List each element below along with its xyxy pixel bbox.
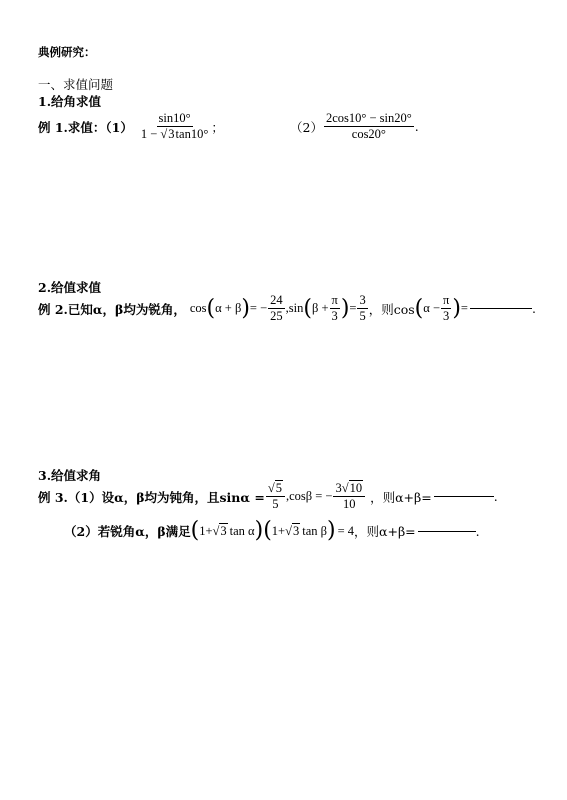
- paren-close: ): [452, 295, 461, 321]
- fraction-denominator: 5: [359, 309, 366, 324]
- fraction-24-25: [268, 294, 285, 323]
- fraction-numerator: 24: [268, 294, 285, 309]
- paren-close: ): [241, 295, 250, 321]
- one-plus: 1+: [199, 523, 213, 538]
- paren-open: (: [414, 295, 424, 321]
- example-1-numerator: sin10°: [157, 112, 193, 127]
- example-2: [38, 294, 536, 323]
- fraction-denominator: 10: [343, 497, 356, 512]
- subsection-1-title: 1.给角求值: [38, 94, 102, 109]
- example-3-label: 例 3.（1）设α，β均为钝角，且sinα =: [38, 489, 265, 505]
- example-1-label: 例 1.求值：（1）: [38, 119, 133, 135]
- sqrt-radicand: 10: [349, 481, 363, 495]
- sqrt-3: √3: [285, 523, 300, 538]
- sqrt-3: √3: [160, 127, 175, 142]
- sqrt-radicand: 5: [275, 481, 282, 495]
- answer-blank-3[interactable]: [418, 531, 476, 532]
- sqrt-radicand: 3: [292, 523, 300, 538]
- fraction-denominator: 3: [443, 309, 450, 324]
- then-text: ，则α+β=: [354, 524, 416, 539]
- example-3-part-1: [38, 482, 498, 511]
- cos-text: cos: [189, 301, 207, 316]
- cos-argument: α + β: [215, 301, 242, 316]
- subsection-3-title: 3.给值求角: [38, 468, 102, 483]
- example-1-fraction: [139, 112, 210, 141]
- section-1-title: 一、求值问题: [38, 77, 114, 92]
- paren-close: ): [327, 518, 336, 543]
- paren-open: (: [303, 295, 312, 321]
- paren-close: ): [340, 295, 350, 321]
- sqrt-5: √5: [267, 481, 282, 495]
- tan-alpha: tan α: [229, 523, 255, 538]
- fraction-sqrt5-5: [266, 482, 285, 511]
- fraction-numerator: π: [441, 294, 451, 309]
- answer-blank-2[interactable]: [434, 496, 494, 497]
- cos2-argument: α −: [423, 301, 440, 316]
- paren-open: (: [263, 518, 272, 543]
- den-prefix: 1 −: [140, 127, 161, 142]
- paren-open: (: [190, 518, 200, 543]
- one-plus: 1+: [271, 523, 286, 538]
- den-suffix: tan10°: [175, 127, 209, 142]
- fraction-denominator: 5: [272, 497, 279, 512]
- sin-argument: β +: [311, 301, 329, 316]
- example-2-label: 例 2.已知α，β均为锐角，: [38, 301, 186, 317]
- fraction-pi-3: [441, 294, 451, 323]
- equals-negative: = −: [249, 301, 268, 316]
- example-1-2-end: .: [414, 119, 419, 135]
- paren-close: ): [254, 518, 264, 543]
- example-1-denominator: [139, 127, 210, 141]
- end-period: .: [493, 489, 498, 505]
- example-3-2-label: （2）若锐角α，β满足: [64, 524, 191, 539]
- example-1-part-2: [290, 112, 419, 141]
- example-1-2-numerator: 2cos10° − sin20°: [324, 112, 414, 127]
- end-period: .: [475, 523, 480, 539]
- example-1-separator: ；: [211, 119, 224, 135]
- sqrt-3: √3: [212, 523, 227, 538]
- then-text: ，则α+β=: [370, 489, 432, 505]
- fraction-pi-3: [330, 294, 340, 323]
- answer-blank-1[interactable]: [470, 308, 532, 309]
- section-header: 典例研究：: [38, 45, 96, 59]
- example-1-2-fraction: [324, 112, 414, 141]
- then-cos-text: ，则cos: [368, 301, 415, 317]
- fraction-numerator: 3: [357, 294, 367, 309]
- example-3-part-2: [64, 520, 480, 542]
- sqrt-10: √10: [341, 481, 363, 495]
- coefficient: 3: [335, 481, 342, 495]
- end-period: .: [531, 301, 536, 317]
- fraction-denominator: 3: [331, 309, 338, 324]
- fraction-numerator: [266, 482, 285, 497]
- fraction-3-5: [357, 294, 367, 323]
- paren-open: (: [206, 295, 216, 321]
- example-1-part-1: [38, 112, 224, 141]
- fraction-numerator: [333, 482, 365, 497]
- sin-text: ,sin: [285, 301, 304, 316]
- sqrt-radicand: 3: [220, 523, 227, 538]
- equals: =: [349, 301, 357, 316]
- tan-beta: tan β: [302, 523, 327, 538]
- fraction-denominator: 25: [270, 309, 283, 324]
- equals-four: = 4: [337, 523, 355, 538]
- fraction-numerator: π: [330, 294, 340, 309]
- fraction-3sqrt10-10: [333, 482, 365, 511]
- cos-beta-text: ,cosβ = −: [285, 489, 333, 504]
- example-1-2-denominator: cos20°: [351, 127, 386, 142]
- sqrt-radicand: 3: [168, 127, 175, 142]
- example-1-2-label: （2）: [290, 119, 323, 135]
- subsection-2-title: 2.给值求值: [38, 280, 102, 295]
- equals: =: [460, 301, 468, 316]
